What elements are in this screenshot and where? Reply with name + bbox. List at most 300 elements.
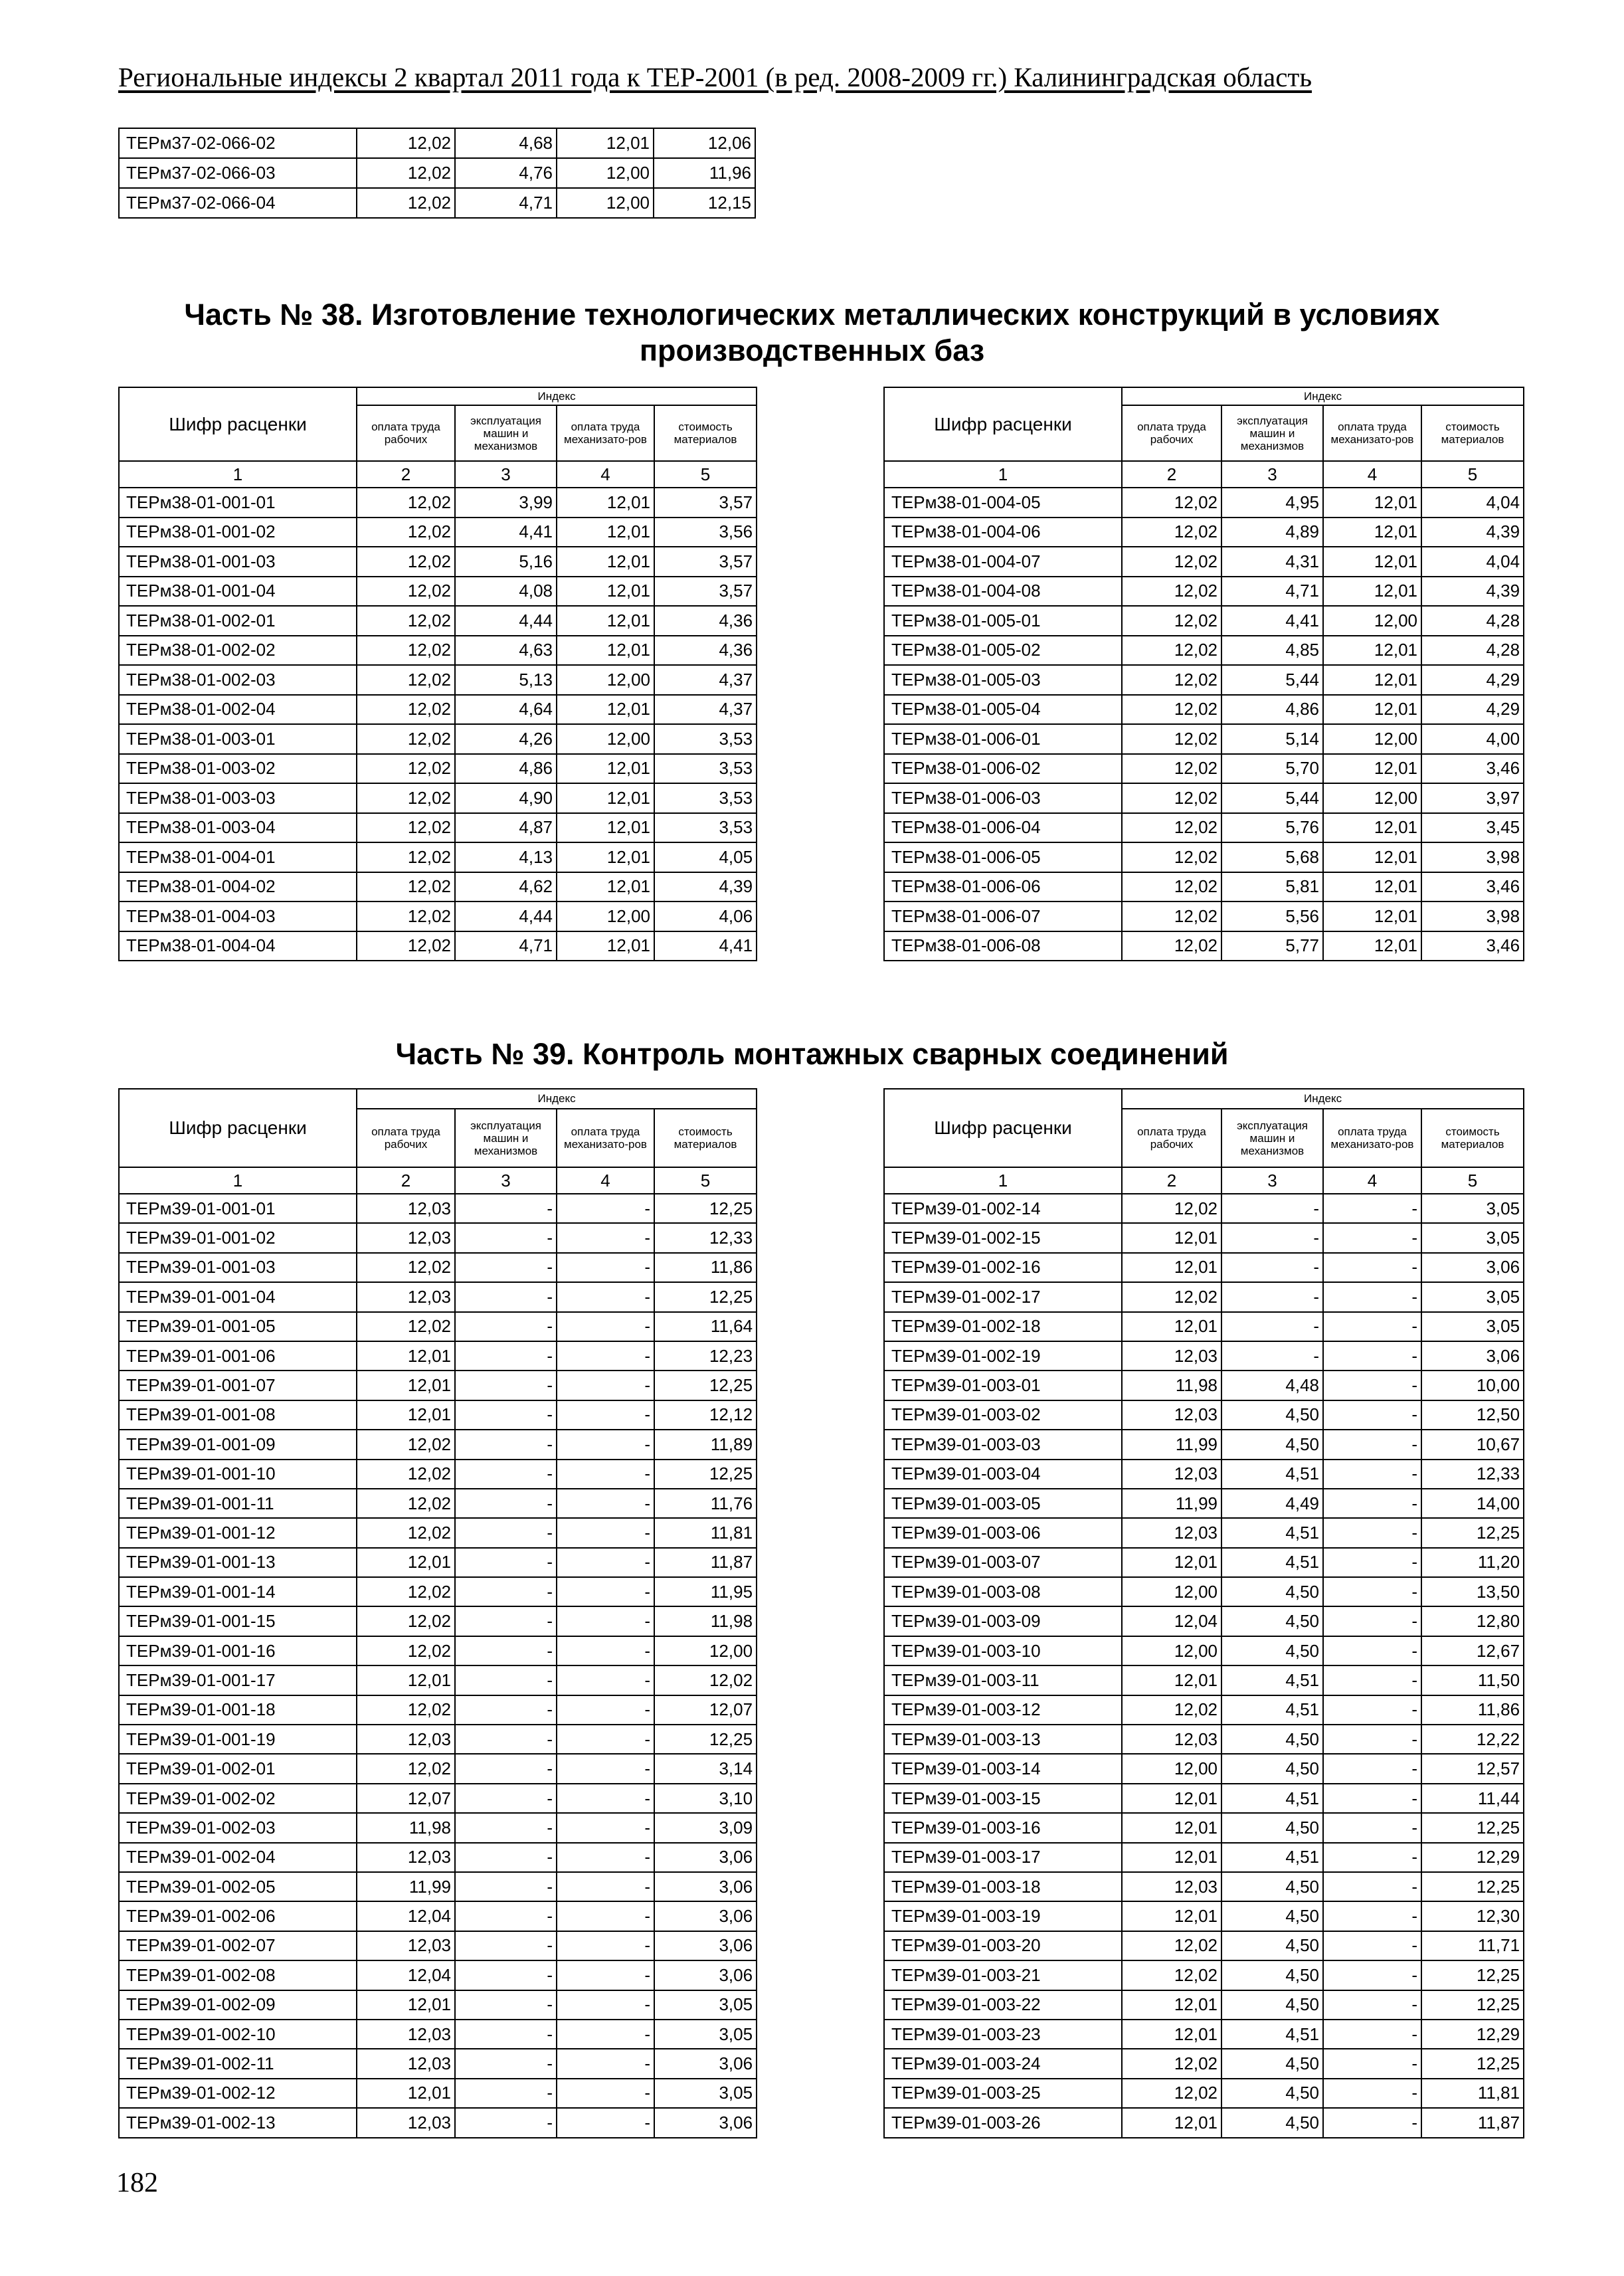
header-cipher: Шифр расценки: [884, 387, 1122, 461]
index-value-cell: 3,06: [654, 1901, 757, 1931]
rate-code-cell: ТЕРм37-02-066-02: [119, 128, 357, 158]
header-row: [119, 387, 757, 405]
part38-left-table: [118, 387, 757, 961]
index-value-cell: 12,22: [1421, 1725, 1524, 1754]
index-value-cell: 3,46: [1421, 754, 1524, 784]
part39-right-table: [883, 1088, 1524, 2138]
table-row: [884, 1460, 1524, 1489]
index-value-cell: -: [455, 1695, 557, 1725]
header-index: Индекс: [357, 1089, 757, 1109]
index-value-cell: 4,50: [1221, 2049, 1323, 2078]
table-row: [119, 1606, 757, 1636]
index-value-cell: 12,02: [357, 872, 455, 902]
table-row: [119, 488, 757, 518]
table-row: [119, 1282, 757, 1311]
index-value-cell: 12,00: [557, 158, 654, 188]
table-row: [119, 1813, 757, 1842]
column-number: 5: [654, 1167, 757, 1194]
column-number: 1: [884, 1167, 1122, 1194]
index-value-cell: 12,02: [1122, 606, 1221, 636]
index-value-cell: 12,00: [1122, 1754, 1221, 1783]
index-value-cell: 12,00: [557, 188, 654, 218]
index-value-cell: 12,03: [357, 2020, 455, 2049]
index-value-cell: 12,01: [557, 872, 654, 902]
table-row: [119, 1518, 757, 1547]
header-row: [884, 387, 1524, 405]
index-value-cell: 12,25: [1421, 1960, 1524, 1990]
header-labor: оплата труда рабочих: [357, 1109, 455, 1167]
header-row: [119, 1089, 757, 1109]
column-number-row: [884, 461, 1524, 488]
table-row: [884, 1518, 1524, 1547]
rate-code-cell: ТЕРм39-01-003-19: [884, 1901, 1122, 1931]
index-value-cell: -: [455, 1784, 557, 1813]
rate-code-cell: ТЕРм39-01-001-15: [119, 1606, 357, 1636]
rate-code-cell: ТЕРм39-01-001-14: [119, 1577, 357, 1606]
table-row: [119, 842, 757, 872]
index-value-cell: -: [1323, 1665, 1421, 1695]
part38-title: [100, 297, 1524, 369]
table-row: [119, 128, 755, 158]
table-row: [884, 783, 1524, 813]
index-value-cell: 12,02: [1122, 872, 1221, 902]
index-value-cell: 11,86: [1421, 1695, 1524, 1725]
index-value-cell: 12,01: [1122, 1843, 1221, 1872]
table-row: [884, 577, 1524, 607]
index-value-cell: 12,29: [1421, 1843, 1524, 1872]
index-value-cell: 12,25: [1421, 1518, 1524, 1547]
index-value-cell: 11,76: [654, 1489, 757, 1518]
index-value-cell: -: [455, 1960, 557, 1990]
index-value-cell: 12,01: [1122, 1990, 1221, 2020]
table-row: [884, 1282, 1524, 1311]
index-value-cell: -: [455, 1577, 557, 1606]
index-value-cell: 12,12: [654, 1400, 757, 1430]
index-value-cell: -: [455, 1312, 557, 1341]
index-value-cell: -: [557, 1253, 654, 1282]
index-value-cell: 11,95: [654, 1577, 757, 1606]
index-value-cell: -: [557, 1312, 654, 1341]
index-value-cell: 11,99: [1122, 1430, 1221, 1459]
index-value-cell: 12,25: [1421, 1990, 1524, 2020]
index-value-cell: 4,13: [455, 842, 557, 872]
index-value-cell: 3,57: [654, 547, 757, 577]
index-value-cell: 3,05: [1421, 1223, 1524, 1252]
table-row: [884, 754, 1524, 784]
index-value-cell: 12,02: [357, 1253, 455, 1282]
index-value-cell: 12,23: [654, 1341, 757, 1371]
index-value-cell: -: [455, 1400, 557, 1430]
index-value-cell: 12,02: [357, 606, 455, 636]
column-number: 2: [1122, 1167, 1221, 1194]
index-value-cell: 12,01: [1122, 1253, 1221, 1282]
header-cipher: Шифр расценки: [119, 1089, 357, 1167]
index-value-cell: 12,02: [357, 518, 455, 547]
header-index: Индекс: [357, 387, 757, 405]
index-value-cell: 12,29: [1421, 2020, 1524, 2049]
header-machines: эксплуатация машин и механизмов: [1221, 1109, 1323, 1167]
index-value-cell: 12,02: [1122, 488, 1221, 518]
rate-code-cell: ТЕРм39-01-003-09: [884, 1606, 1122, 1636]
index-value-cell: -: [455, 1901, 557, 1931]
index-value-cell: 4,29: [1421, 665, 1524, 695]
rate-code-cell: ТЕРм38-01-006-08: [884, 931, 1122, 961]
index-value-cell: 12,02: [357, 1636, 455, 1665]
rate-code-cell: ТЕРм39-01-003-13: [884, 1725, 1122, 1754]
rate-code-cell: ТЕРм38-01-006-04: [884, 813, 1122, 843]
index-value-cell: 3,05: [654, 2020, 757, 2049]
rate-code-cell: ТЕРм38-01-005-04: [884, 695, 1122, 725]
index-value-cell: 12,02: [357, 724, 455, 754]
index-value-cell: 12,03: [1122, 1518, 1221, 1547]
rate-code-cell: ТЕРм39-01-002-11: [119, 2049, 357, 2078]
index-value-cell: 3,53: [654, 813, 757, 843]
page-header: Региональные индексы 2 квартал 2011 года к ТЕР-2001 (в ред. 2008-2009 гг.) Калининградская область: [118, 62, 1312, 92]
index-value-cell: -: [1323, 1341, 1421, 1371]
table-row: [119, 1400, 757, 1430]
index-value-cell: 4,86: [1221, 695, 1323, 725]
index-value-cell: 3,06: [1421, 1253, 1524, 1282]
index-value-cell: 12,01: [557, 695, 654, 725]
index-value-cell: 12,02: [1122, 577, 1221, 607]
index-value-cell: -: [1323, 1371, 1421, 1400]
table-row: [119, 1489, 757, 1518]
table-row: [119, 577, 757, 607]
index-value-cell: 12,03: [357, 1931, 455, 1960]
index-value-cell: -: [1221, 1312, 1323, 1341]
rate-code-cell: ТЕРм38-01-001-03: [119, 547, 357, 577]
index-value-cell: -: [557, 1282, 654, 1311]
index-value-cell: 4,50: [1221, 1430, 1323, 1459]
index-value-cell: 4,90: [455, 783, 557, 813]
table-row: [119, 665, 757, 695]
index-value-cell: -: [557, 1489, 654, 1518]
index-value-cell: 3,05: [1421, 1312, 1524, 1341]
index-value-cell: -: [557, 2020, 654, 2049]
table-row: [884, 1548, 1524, 1577]
index-value-cell: 4,50: [1221, 1960, 1323, 1990]
index-value-cell: 11,99: [357, 1872, 455, 1901]
index-value-cell: 12,00: [1122, 1577, 1221, 1606]
index-value-cell: -: [1323, 1194, 1421, 1223]
rate-code-cell: ТЕРм38-01-001-02: [119, 518, 357, 547]
index-value-cell: 4,49: [1221, 1489, 1323, 1518]
column-number: 5: [654, 461, 757, 488]
column-number: 2: [357, 1167, 455, 1194]
header-mech-labor: оплата труда механизато-ров: [557, 1109, 654, 1167]
part38-right-table: [883, 387, 1524, 961]
index-value-cell: 12,67: [1421, 1636, 1524, 1665]
index-value-cell: -: [455, 2049, 557, 2078]
table-row: [119, 1784, 757, 1813]
rate-code-cell: ТЕРм38-01-004-06: [884, 518, 1122, 547]
index-value-cell: 4,50: [1221, 1400, 1323, 1430]
index-value-cell: 12,02: [1122, 783, 1221, 813]
index-value-cell: 12,02: [357, 547, 455, 577]
index-value-cell: 5,77: [1221, 931, 1323, 961]
part38-title-line2: производственных баз: [639, 333, 985, 367]
table-row: [884, 547, 1524, 577]
index-value-cell: 4,39: [654, 872, 757, 902]
index-value-cell: 12,01: [1122, 1665, 1221, 1695]
table-row: [884, 1843, 1524, 1872]
index-value-cell: 12,01: [557, 488, 654, 518]
table-row: [884, 2020, 1524, 2049]
index-value-cell: 12,25: [654, 1725, 757, 1754]
table-row: [119, 901, 757, 931]
rate-code-cell: ТЕРм38-01-003-02: [119, 754, 357, 784]
index-value-cell: -: [557, 1990, 654, 2020]
table-row: [119, 188, 755, 218]
index-value-cell: 11,64: [654, 1312, 757, 1341]
index-value-cell: 12,00: [1323, 783, 1421, 813]
index-value-cell: 4,50: [1221, 1931, 1323, 1960]
index-value-cell: 4,37: [654, 665, 757, 695]
index-value-cell: 5,68: [1221, 842, 1323, 872]
table-row: [884, 872, 1524, 902]
part38-title-line1: Часть № 38. Изготовление технологических металлических конструкций в условиях: [184, 298, 1440, 332]
table-row: [119, 518, 757, 547]
index-value-cell: 4,44: [455, 606, 557, 636]
index-value-cell: -: [455, 1430, 557, 1459]
index-value-cell: 4,31: [1221, 547, 1323, 577]
rate-code-cell: ТЕРм39-01-002-19: [884, 1341, 1122, 1371]
table-row: [884, 1784, 1524, 1813]
index-value-cell: 11,98: [654, 1606, 757, 1636]
rate-code-cell: ТЕРм39-01-003-26: [884, 2108, 1122, 2137]
index-value-cell: -: [455, 1606, 557, 1636]
index-value-cell: 12,02: [1122, 1960, 1221, 1990]
rate-code-cell: ТЕРм37-02-066-03: [119, 158, 357, 188]
table-row: [884, 1312, 1524, 1341]
index-value-cell: 4,51: [1221, 1695, 1323, 1725]
index-value-cell: 12,02: [1122, 1282, 1221, 1311]
index-value-cell: -: [1323, 1253, 1421, 1282]
index-value-cell: 3,06: [1421, 1341, 1524, 1371]
rate-code-cell: ТЕРм38-01-006-03: [884, 783, 1122, 813]
table-row: [884, 1990, 1524, 2020]
index-value-cell: -: [455, 1636, 557, 1665]
table-row: [119, 2079, 757, 2108]
index-value-cell: -: [1323, 1518, 1421, 1547]
index-value-cell: 3,06: [654, 1872, 757, 1901]
rate-code-cell: ТЕРм39-01-001-19: [119, 1725, 357, 1754]
table-row: [884, 518, 1524, 547]
rate-code-cell: ТЕРм39-01-003-17: [884, 1843, 1122, 1872]
index-value-cell: 4,71: [455, 188, 557, 218]
index-value-cell: 4,63: [455, 636, 557, 666]
index-value-cell: -: [557, 1223, 654, 1252]
index-value-cell: -: [1323, 2108, 1421, 2137]
rate-code-cell: ТЕРм39-01-003-06: [884, 1518, 1122, 1547]
table-row: [884, 724, 1524, 754]
index-value-cell: 4,41: [654, 931, 757, 961]
index-value-cell: 11,81: [1421, 2079, 1524, 2108]
column-number: 2: [1122, 461, 1221, 488]
table-row: [119, 872, 757, 902]
index-value-cell: 12,01: [1323, 842, 1421, 872]
index-value-cell: -: [557, 1430, 654, 1459]
rate-code-cell: ТЕРм39-01-003-03: [884, 1430, 1122, 1459]
index-value-cell: 4,39: [1421, 518, 1524, 547]
table-row: [884, 842, 1524, 872]
rate-code-cell: ТЕРм39-01-001-10: [119, 1460, 357, 1489]
header-materials: стоимость материалов: [1421, 1109, 1524, 1167]
rate-code-cell: ТЕРм39-01-001-17: [119, 1665, 357, 1695]
index-value-cell: -: [1221, 1194, 1323, 1223]
rate-code-cell: ТЕРм39-01-001-08: [119, 1400, 357, 1430]
index-value-cell: 12,02: [357, 1460, 455, 1489]
column-number: 3: [1221, 1167, 1323, 1194]
index-value-cell: 12,33: [654, 1223, 757, 1252]
index-value-cell: 4,87: [455, 813, 557, 843]
index-value-cell: -: [455, 2020, 557, 2049]
index-value-cell: 4,51: [1221, 1460, 1323, 1489]
rate-code-cell: ТЕРм38-01-003-01: [119, 724, 357, 754]
index-value-cell: 12,15: [654, 188, 755, 218]
rate-code-cell: ТЕРм39-01-003-18: [884, 1872, 1122, 1901]
index-value-cell: 4,48: [1221, 1371, 1323, 1400]
index-value-cell: 12,03: [357, 2049, 455, 2078]
header-mech-labor: оплата труда механизато-ров: [1323, 1109, 1421, 1167]
rate-code-cell: ТЕРм39-01-003-11: [884, 1665, 1122, 1695]
index-value-cell: 12,01: [357, 2079, 455, 2108]
index-value-cell: -: [455, 1548, 557, 1577]
index-value-cell: 12,02: [357, 636, 455, 666]
index-value-cell: 12,02: [1122, 695, 1221, 725]
index-value-cell: -: [557, 1813, 654, 1842]
index-value-cell: 4,04: [1421, 547, 1524, 577]
index-value-cell: 12,01: [357, 1400, 455, 1430]
table-row: [884, 1901, 1524, 1931]
index-value-cell: 3,57: [654, 488, 757, 518]
table-row: [884, 2108, 1524, 2137]
column-number: 4: [1323, 461, 1421, 488]
index-value-cell: -: [1221, 1253, 1323, 1282]
index-value-cell: 4,51: [1221, 1843, 1323, 1872]
table-row: [119, 1990, 757, 2020]
table-row: [884, 1489, 1524, 1518]
index-value-cell: 3,05: [1421, 1194, 1524, 1223]
table-row: [884, 1606, 1524, 1636]
rate-code-cell: ТЕРм39-01-001-06: [119, 1341, 357, 1371]
index-value-cell: 12,03: [1122, 1872, 1221, 1901]
index-value-cell: 4,95: [1221, 488, 1323, 518]
column-number: 4: [1323, 1167, 1421, 1194]
index-value-cell: 12,03: [1122, 1341, 1221, 1371]
rate-code-cell: ТЕРм38-01-002-03: [119, 665, 357, 695]
rate-code-cell: ТЕРм39-01-001-13: [119, 1548, 357, 1577]
column-number: 3: [455, 1167, 557, 1194]
rate-code-cell: ТЕРм39-01-003-14: [884, 1754, 1122, 1783]
index-value-cell: 12,06: [654, 128, 755, 158]
rate-code-cell: ТЕРм39-01-002-09: [119, 1990, 357, 2020]
index-value-cell: -: [1323, 1548, 1421, 1577]
index-value-cell: -: [557, 1665, 654, 1695]
index-value-cell: 12,01: [1122, 1312, 1221, 1341]
index-value-cell: 4,04: [1421, 488, 1524, 518]
column-number-row: [119, 461, 757, 488]
column-number: 1: [884, 461, 1122, 488]
index-value-cell: -: [1323, 2049, 1421, 2078]
index-value-cell: 12,01: [557, 813, 654, 843]
column-number: 2: [357, 461, 455, 488]
index-value-cell: 12,01: [1323, 518, 1421, 547]
index-value-cell: 11,44: [1421, 1784, 1524, 1813]
column-number: 5: [1421, 461, 1524, 488]
index-value-cell: -: [1323, 1282, 1421, 1311]
index-value-cell: 12,01: [1323, 636, 1421, 666]
index-value-cell: 4,71: [455, 931, 557, 961]
index-value-cell: 4,29: [1421, 695, 1524, 725]
index-value-cell: 12,80: [1421, 1606, 1524, 1636]
index-value-cell: 12,02: [357, 1606, 455, 1636]
index-value-cell: 11,98: [357, 1813, 455, 1842]
index-value-cell: 12,00: [1323, 606, 1421, 636]
table-row: [884, 1223, 1524, 1252]
index-value-cell: 12,04: [357, 1960, 455, 1990]
column-number: 1: [119, 461, 357, 488]
index-value-cell: 12,25: [654, 1371, 757, 1400]
index-value-cell: 5,70: [1221, 754, 1323, 784]
index-value-cell: 12,02: [357, 931, 455, 961]
index-value-cell: 12,00: [654, 1636, 757, 1665]
column-number: 4: [557, 1167, 654, 1194]
index-value-cell: 12,01: [1323, 665, 1421, 695]
index-value-cell: 12,01: [357, 1548, 455, 1577]
header-mech-labor: оплата труда механизато-ров: [1323, 405, 1421, 461]
table-row: [119, 1253, 757, 1282]
index-value-cell: 11,99: [1122, 1489, 1221, 1518]
index-value-cell: 5,76: [1221, 813, 1323, 843]
index-value-cell: 12,01: [1122, 1901, 1221, 1931]
table-row: [119, 547, 757, 577]
rate-code-cell: ТЕРм39-01-002-10: [119, 2020, 357, 2049]
index-value-cell: 4,26: [455, 724, 557, 754]
table-row: [119, 1636, 757, 1665]
index-value-cell: -: [1221, 1223, 1323, 1252]
index-value-cell: -: [557, 1518, 654, 1547]
rate-code-cell: ТЕРм39-01-003-25: [884, 2079, 1122, 2108]
table-row: [884, 606, 1524, 636]
rate-code-cell: ТЕРм39-01-001-12: [119, 1518, 357, 1547]
index-value-cell: 4,89: [1221, 518, 1323, 547]
index-value-cell: -: [455, 1990, 557, 2020]
table-row: [884, 1371, 1524, 1400]
header-index: Индекс: [1122, 387, 1524, 405]
index-value-cell: 4,50: [1221, 1754, 1323, 1783]
index-value-cell: -: [455, 1460, 557, 1489]
index-value-cell: -: [1323, 2020, 1421, 2049]
table-row: [884, 1430, 1524, 1459]
index-value-cell: 12,01: [557, 842, 654, 872]
index-value-cell: 3,98: [1421, 901, 1524, 931]
rate-code-cell: ТЕРм39-01-002-07: [119, 1931, 357, 1960]
index-value-cell: 4,50: [1221, 1577, 1323, 1606]
table-row: [119, 1194, 757, 1223]
rate-code-cell: ТЕРм39-01-002-13: [119, 2108, 357, 2137]
index-value-cell: -: [455, 1813, 557, 1842]
table-row: [884, 1725, 1524, 1754]
table-row: [884, 488, 1524, 518]
index-value-cell: 3,05: [1421, 1282, 1524, 1311]
index-value-cell: 12,02: [357, 577, 455, 607]
index-value-cell: 12,01: [557, 754, 654, 784]
header-mech-labor: оплата труда механизато-ров: [557, 405, 654, 461]
rate-code-cell: ТЕРм39-01-003-10: [884, 1636, 1122, 1665]
index-value-cell: 11,89: [654, 1430, 757, 1459]
index-value-cell: -: [1221, 1282, 1323, 1311]
